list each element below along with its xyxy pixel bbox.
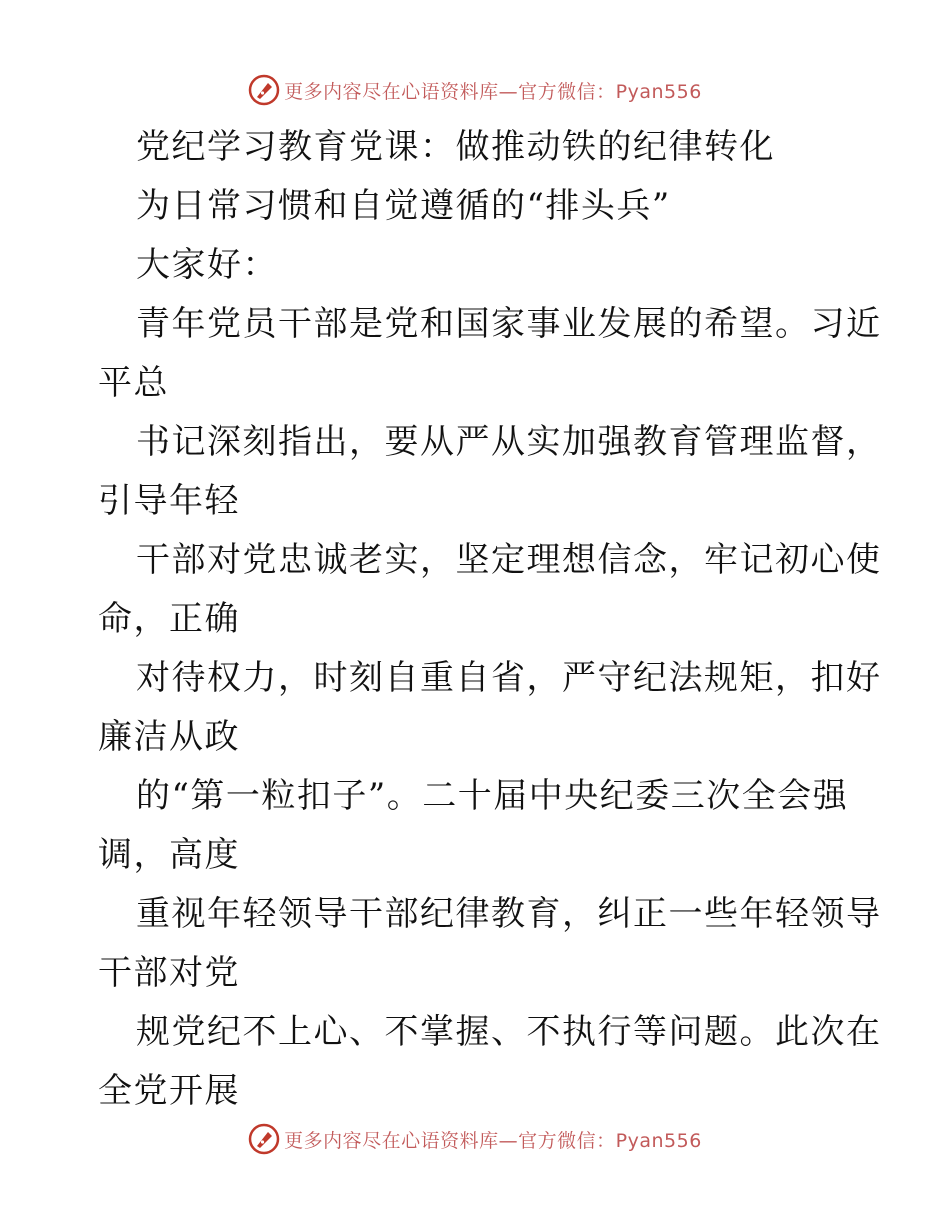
banner-text: 更多内容尽在心语资料库—官方微信：Pyan556 — [284, 80, 702, 103]
paragraph-line: 青年党员干部是党和国家事业发展的希望。习近 — [136, 304, 882, 344]
title-line-1: 党纪学习教育党课：做推动铁的纪律转化 — [136, 127, 775, 167]
paragraph-line: 命，正确 — [98, 599, 240, 639]
greeting: 大家好： — [136, 245, 278, 285]
pen-nib-logo-icon — [248, 1123, 280, 1155]
paragraph-line: 平总 — [98, 363, 169, 403]
title-line-2: 为日常习惯和自觉遵循的“排头兵” — [136, 186, 671, 226]
header-banner — [0, 70, 950, 110]
pen-nib-logo-icon — [248, 74, 280, 106]
paragraph-line: 的“第一粒扣子”。二十届中央纪委三次全会强 — [136, 776, 849, 816]
paragraph-line: 干部对党 — [98, 953, 240, 993]
paragraph-line: 廉洁从政 — [98, 717, 240, 757]
paragraph-line: 调，高度 — [98, 835, 240, 875]
paragraph-line: 书记深刻指出，要从严从实加强教育管理监督， — [136, 422, 882, 462]
banner-text: 更多内容尽在心语资料库—官方微信：Pyan556 — [284, 1129, 702, 1152]
paragraph-line: 全党开展 — [98, 1071, 240, 1111]
paragraph-line: 引导年轻 — [98, 481, 240, 521]
document-body — [98, 118, 882, 1121]
paragraph-line: 对待权力，时刻自重自省，严守纪法规矩，扣好 — [136, 658, 882, 698]
paragraph-line: 重视年轻领导干部纪律教育，纠正一些年轻领导 — [136, 894, 882, 934]
footer-banner — [0, 1119, 950, 1159]
paragraph-line: 干部对党忠诚老实，坚定理想信念，牢记初心使 — [136, 540, 882, 580]
paragraph-line: 规党纪不上心、不掌握、不执行等问题。此次在 — [136, 1012, 882, 1052]
